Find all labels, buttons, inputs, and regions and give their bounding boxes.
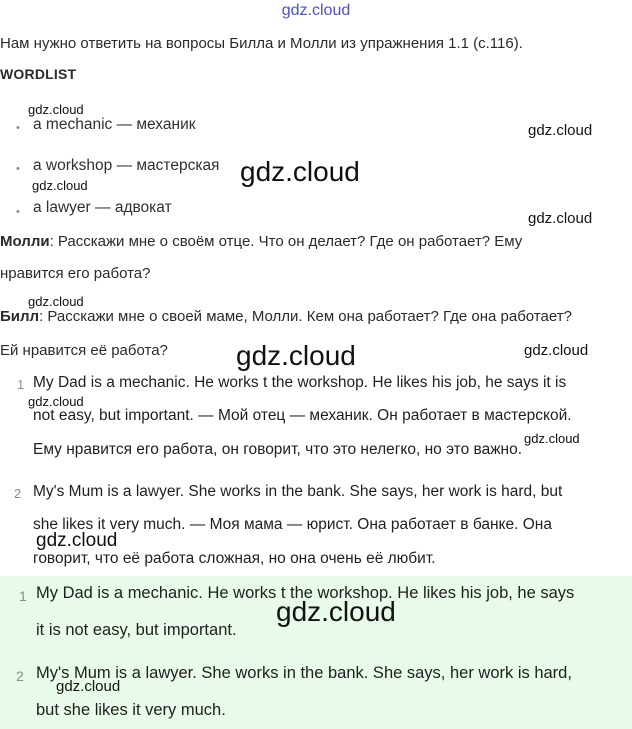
wordlist-item: a mechanic — механик — [33, 116, 196, 133]
watermark: gdz.cloud — [28, 394, 84, 409]
watermark: gdz.cloud — [36, 530, 118, 551]
wordlist-heading: WORDLIST — [0, 66, 77, 82]
site-logo[interactable]: gdz.cloud — [281, 2, 351, 19]
molly-question-text: : Расскажи мне о своём отце. Что он делает? Где он работает? Ему — [49, 233, 523, 250]
watermark: gdz.cloud — [524, 342, 589, 359]
final-answer-line: My Dad is a mechanic. He works t the workshop. He likes his job, he says — [36, 584, 575, 602]
watermark: gdz.cloud — [28, 102, 84, 117]
speaker-molly: Молли — [0, 233, 50, 250]
final-answer-line: My's Mum is a lawyer. She works in the bank. She says, her work is hard, — [36, 664, 572, 682]
watermark: gdz.cloud — [524, 431, 580, 446]
wordlist-item: a workshop — мастерская — [33, 157, 220, 174]
answer-number: 1 — [19, 588, 27, 604]
answer-line: Ему нравится его работа, он говорит, что это нелегко, но это важно. — [33, 441, 523, 458]
watermark: gdz.cloud — [28, 294, 84, 309]
bill-question-continued: Ей нравится её работа? — [0, 342, 168, 359]
watermark: gdz.cloud — [32, 178, 88, 193]
bullet-icon: • — [16, 122, 20, 134]
answer-line: говорит, что её работа сложная, но она очень её любит. — [33, 550, 436, 567]
watermark: gdz.cloud — [56, 678, 121, 695]
answer-number: 1 — [17, 377, 25, 392]
molly-question — [0, 233, 522, 250]
answer-line: not easy, but important. — Мой отец — механик. Он работает в мастерской. — [33, 407, 572, 424]
answer-line: she likes it very much. — Моя мама — юрист. Она работает в банке. Она — [33, 516, 552, 533]
final-answer-line: but she likes it very much. — [36, 701, 226, 719]
watermark: gdz.cloud — [528, 210, 593, 227]
intro-text: Нам нужно ответить на вопросы Билла и Молли из упражнения 1.1 (с.116). — [0, 35, 523, 52]
watermark: gdz.cloud — [528, 122, 593, 139]
bill-question — [0, 308, 572, 325]
watermark: gdz.cloud — [240, 156, 360, 187]
answer-line: My's Mum is a lawyer. She works in the bank. She says, her work is hard, but — [33, 483, 563, 500]
bullet-icon: • — [16, 206, 20, 218]
answer-line: My Dad is a mechanic. He works t the workshop. He likes his job, he says it is — [33, 374, 567, 391]
watermark: gdz.cloud — [276, 596, 396, 627]
speaker-bill: Билл — [0, 308, 40, 325]
molly-question-continued: нравится его работа? — [0, 265, 151, 282]
bill-question-text: : Расскажи мне о своей маме, Молли. Кем она работает? Где она работает? — [39, 308, 572, 325]
bullet-icon: • — [16, 163, 20, 175]
answer-number: 2 — [16, 668, 24, 684]
wordlist-item: a lawyer — адвокат — [33, 199, 172, 216]
final-answer-line: it is not easy, but important. — [36, 621, 237, 639]
watermark: gdz.cloud — [236, 340, 356, 371]
answer-number: 2 — [14, 486, 22, 501]
